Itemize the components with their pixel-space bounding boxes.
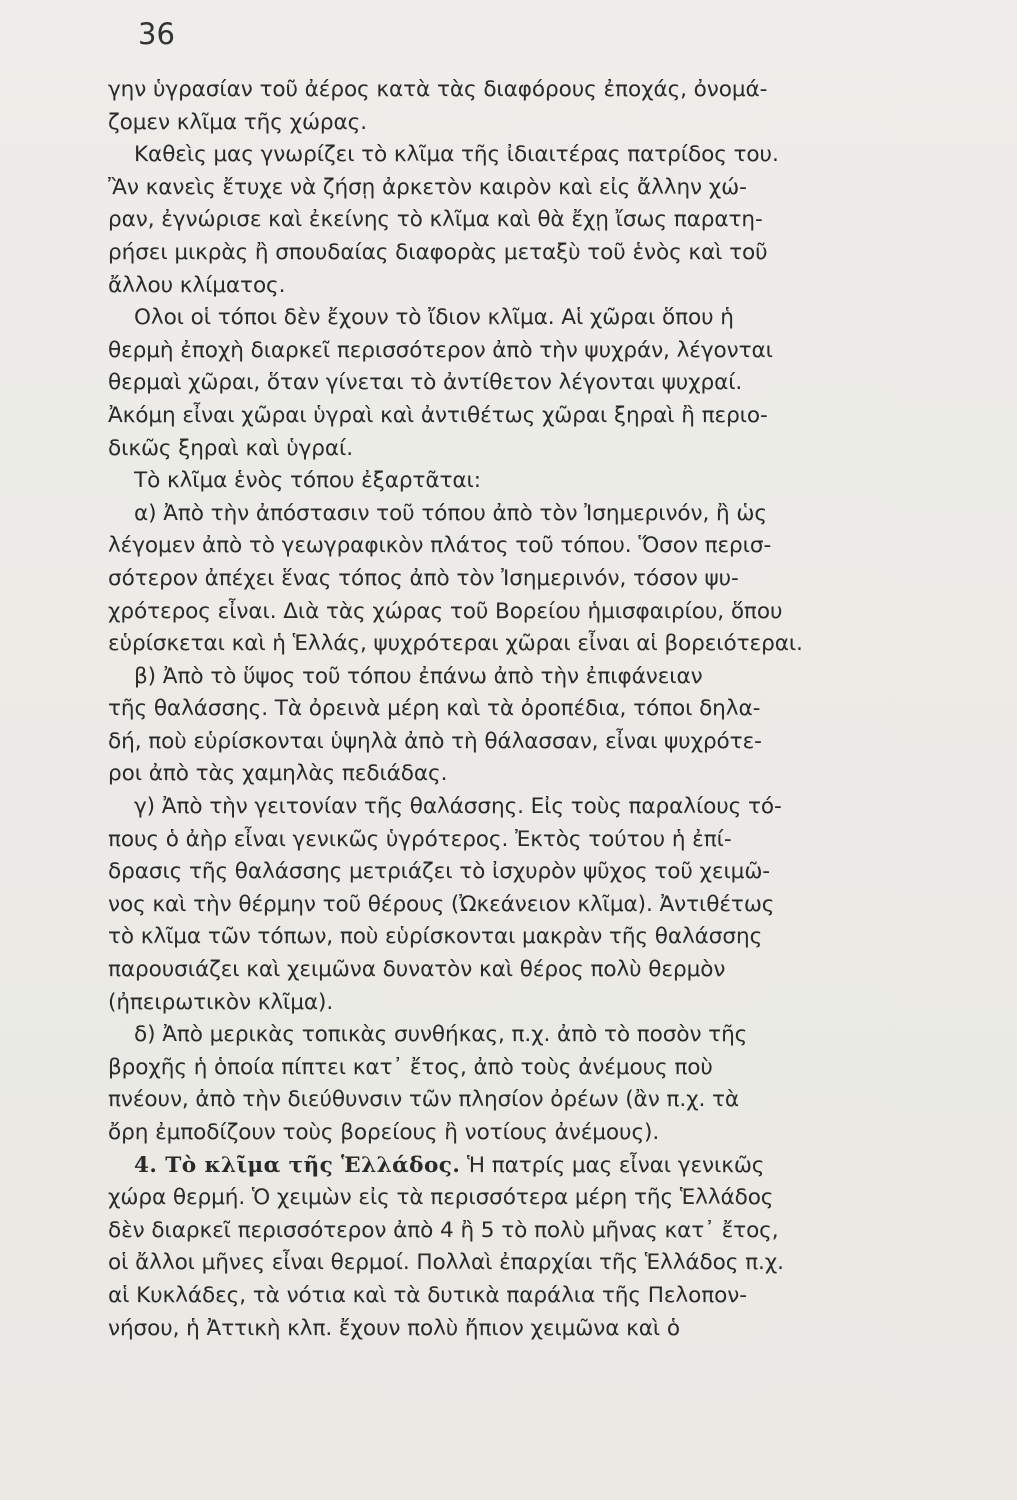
line-text: αἱ Κυκλάδες, τὰ νότια καὶ τὰ δυτικὰ παράλια τῆς Πελοπον- [108, 1282, 747, 1308]
line-text: γην ὑγρασίαν τοῦ ἀέρος κατὰ τὰς διαφόρους ἐποχάς, ὀνομά- [108, 77, 768, 102]
body-text [108, 74, 988, 1345]
text-line [108, 1019, 988, 1052]
text-line [108, 530, 988, 563]
text-line [108, 628, 988, 661]
text-line [108, 791, 988, 824]
line-text: ροι ἀπὸ τὰς χαμηλὰς πεδιάδας. [108, 761, 448, 787]
line-text: χρότερος εἶναι. Διὰ τὰς χώρας τοῦ Βορείου ἡμισφαιρίου, ὅπου [108, 598, 783, 624]
line-text: τῆς θαλάσσης. Τὰ ὀρεινὰ μέρη καὶ τὰ ὀροπέδια, τόποι δηλα- [108, 696, 761, 722]
text-line [108, 107, 988, 140]
line-text: τὸ κλῖμα τῶν τόπων, ποὺ εὑρίσκονται μακρὰν τῆς θαλάσσης [108, 924, 763, 950]
line-text: ὄρη ἐμποδίζουν τοὺς βορείους ἢ νοτίους ἀνέμους). [108, 1120, 660, 1145]
text-line [108, 367, 988, 400]
line-text: θερμὴ ἐποχὴ διαρκεῖ περισσότερον ἀπὸ τὴν ψυχράν, λέγονται [108, 337, 773, 363]
line-text: σότερον ἀπέχει ἕνας τόπος ἀπὸ τὸν Ἰσημερινόν, τόσον ψυ- [108, 565, 739, 591]
line-text: Ολοι οἱ τόποι δὲν ἔχουν τὸ ἴδιον κλῖμα. Αἱ χῶραι ὅπου ἡ [134, 305, 734, 331]
text-line [108, 1182, 988, 1215]
line-text: ρήσει μικρὰς ἢ σπουδαίας διαφορὰς μεταξὺ τοῦ ἑνὸς καὶ τοῦ [108, 239, 768, 265]
line-text: εὑρίσκεται καὶ ἡ Ἑλλάς, ψυχρότεραι χῶραι εἶναι αἱ βορειότεραι. [108, 631, 803, 657]
line-text: νος καὶ τὴν θέρμην τοῦ θέρους (Ὠκεάνειον κλῖμα). Ἀντιθέτως [108, 891, 775, 917]
text-line [108, 1313, 988, 1346]
line-text: νήσου, ἡ Ἀττικὴ κλπ. ἔχουν πολὺ ἤπιον χειμῶνα καὶ ὁ [108, 1315, 680, 1341]
line-text: παρουσιάζει καὶ χειμῶνα δυνατὸν καὶ θέρος πολὺ θερμὸν [108, 957, 726, 983]
text-line [108, 758, 988, 791]
text-line [108, 204, 988, 237]
text-line [108, 1117, 988, 1150]
line-text: δή, ποὺ εὑρίσκονται ὑψηλὰ ἀπὸ τὴ θάλασσαν, εἶναι ψυχρότε- [108, 728, 762, 754]
line-text: ἄλλου κλίματος. [108, 272, 286, 298]
text-line [108, 74, 988, 107]
text-line [108, 954, 988, 987]
text-line [108, 172, 988, 205]
text-line [108, 237, 988, 270]
text-line [108, 498, 988, 531]
text-line [108, 1084, 988, 1117]
line-text: πους ὁ ἀὴρ εἶναι γενικῶς ὑγρότερος. Ἐκτὸς τούτου ἡ ἐπί- [108, 826, 732, 852]
text-line [108, 889, 988, 922]
line-text: πνέουν, ἀπὸ τὴν διεύθυνσιν τῶν πλησίον ὀρέων (ἂν π.χ. τὰ [108, 1087, 740, 1113]
line-text: Καθεὶς μας γνωρίζει τὸ κλῖμα τῆς ἰδιαιτέρας πατρίδος του. [134, 142, 779, 168]
text-line [108, 1150, 988, 1183]
line-text: Ἡ πατρίς μας εἶναι γενικῶς [467, 1152, 765, 1178]
text-line [108, 1052, 988, 1085]
text-line [108, 693, 988, 726]
text-line [108, 596, 988, 629]
line-text: (ἠπειρωτικὸν κλῖμα). [108, 989, 334, 1015]
text-line [108, 1280, 988, 1313]
section-heading: 4. Τὸ κλῖμα τῆς Ἑλλάδος. [134, 1152, 461, 1178]
text-line [108, 563, 988, 596]
line-text: δρασις τῆς θαλάσσης μετριάζει τὸ ἰσχυρὸν ψῦχος τοῦ χειμῶ- [108, 859, 770, 885]
line-text: βροχῆς ἡ ὁποία πίπτει κατ᾿ ἔτος, ἀπὸ τοὺς ἀνέμους ποὺ [108, 1054, 713, 1080]
text-line [108, 856, 988, 889]
line-text: β) Ἀπὸ τὸ ὕψος τοῦ τόπου ἐπάνω ἀπὸ τὴν ἐπιφάνειαν [134, 663, 703, 689]
line-text: α) Ἀπὸ τὴν ἀπόστασιν τοῦ τόπου ἀπὸ τὸν Ἰσημερινόν, ἢ ὡς [134, 500, 767, 526]
text-line [108, 921, 988, 954]
text-line [108, 824, 988, 857]
text-line [108, 139, 988, 172]
line-text: χώρα θερμή. Ὁ χειμὼν εἰς τὰ περισσότερα μέρη τῆς Ἑλλάδος [108, 1185, 774, 1211]
text-line [108, 1215, 988, 1248]
text-line [108, 270, 988, 303]
text-line [108, 335, 988, 368]
text-line [108, 726, 988, 759]
line-text: Ἂν κανεὶς ἔτυχε νὰ ζήσῃ ἀρκετὸν καιρὸν καὶ εἰς ἄλλην χώ- [108, 174, 747, 200]
line-text: δ) Ἀπὸ μερικὰς τοπικὰς συνθήκας, π.χ. ἀπὸ τὸ ποσὸν τῆς [134, 1022, 748, 1048]
line-text: δὲν διαρκεῖ περισσότερον ἀπὸ 4 ἢ 5 τὸ πολὺ μῆνας κατ᾿ ἔτος, [108, 1217, 779, 1243]
text-line [108, 400, 988, 433]
text-line [108, 465, 988, 498]
text-line [108, 987, 988, 1020]
line-text: ζομεν κλῖμα τῆς χώρας. [108, 109, 368, 135]
line-text: δικῶς ξηραὶ καὶ ὑγραί. [108, 435, 354, 461]
text-line [108, 661, 988, 694]
line-text: λέγομεν ἀπὸ τὸ γεωγραφικὸν πλάτος τοῦ τόπου. Ὅσον περισ- [108, 533, 772, 559]
line-text: Τὸ κλῖμα ἑνὸς τόπου ἐξαρτᾶται: [134, 468, 481, 494]
line-text: θερμαὶ χῶραι, ὅταν γίνεται τὸ ἀντίθετον λέγονται ψυχραί. [108, 370, 743, 396]
text-line [108, 1247, 988, 1280]
line-text: ραν, ἐγνώρισε καὶ ἐκείνης τὸ κλῖμα καὶ θὰ ἔχῃ ἴσως παρατη- [108, 207, 763, 233]
line-text: γ) Ἀπὸ τὴν γειτονίαν τῆς θαλάσσης. Εἰς τοὺς παραλίους τό- [134, 794, 782, 820]
line-text: οἱ ἄλλοι μῆνες εἶναι θερμοί. Πολλαὶ ἐπαρχίαι τῆς Ἑλλάδος π.χ. [108, 1250, 784, 1276]
line-text: Ἀκόμη εἶναι χῶραι ὑγραὶ καὶ ἀντιθέτως χῶραι ξηραὶ ἢ περιο- [108, 402, 768, 428]
page-number: 36 [138, 17, 175, 51]
text-line [108, 433, 988, 466]
text-line [108, 302, 988, 335]
